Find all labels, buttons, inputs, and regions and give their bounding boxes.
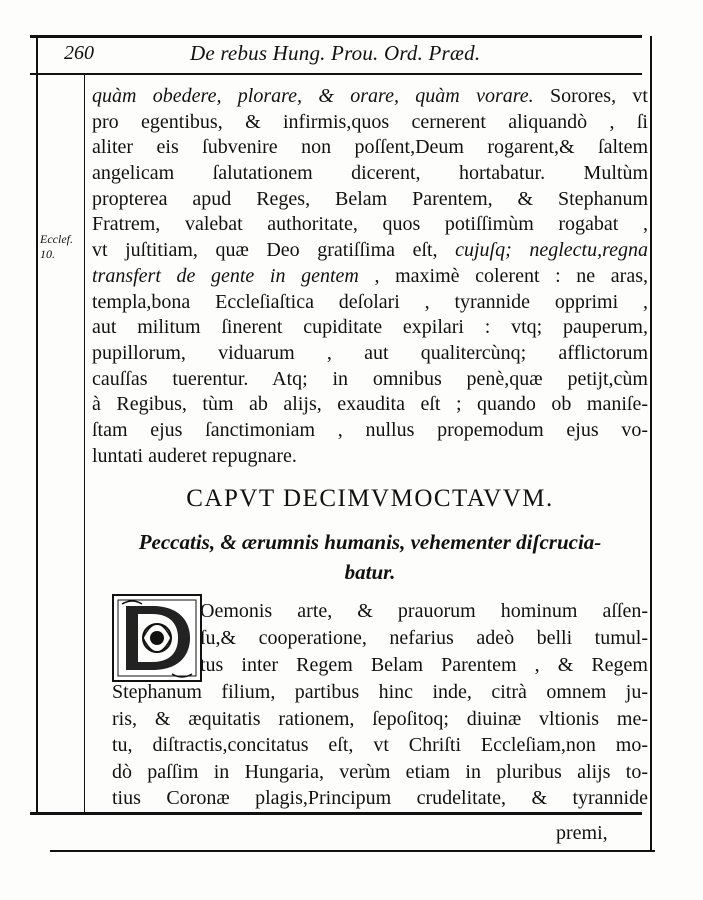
- text-line: Fratrem, valebat authoritate, quos potiſſimùm rogabat ,: [92, 213, 648, 236]
- top-rule: [30, 35, 642, 38]
- text-line: luntati auderet repugnare.: [92, 444, 297, 467]
- text-line: pro egentibus, & infirmis,quos cernerent aliquandò , ſi: [92, 110, 648, 133]
- text-line: ſtam ejus ſanctimoniam , nullus propemodum ejus vo-: [92, 418, 648, 441]
- text-line: tius Coronæ plagis,Principum crudelitate, & tyrannide: [112, 787, 648, 809]
- text-line: templa,bona Eccleſiaſtica deſolari , tyrannide opprimi ,: [92, 290, 648, 313]
- text-line: tus inter Regem Belam Parentem , & Regem: [200, 654, 648, 676]
- footer-rule: [50, 850, 655, 852]
- paragraph-1: [92, 84, 648, 469]
- text-line: angelicam ſalutationem dicerent, hortabatur. Multùm: [92, 162, 648, 185]
- paragraph-2-beside-initial: [200, 598, 648, 679]
- text-line: à Regibus, tùm ab alijs, exaudita eſt ; quando ob maniſe-: [92, 393, 648, 416]
- text-line: aut militum ſinerent cupiditate expilari : vtq; pauperum,: [92, 316, 648, 339]
- text-line: quàm obedere, plorare, & orare, quàm vorare. Sorores, vt: [92, 85, 648, 107]
- text-line: vt juſtitiam, quæ Deo gratiſſima eſt, cujuſq; neglectu,regna: [92, 239, 649, 262]
- margin-divider: [84, 74, 85, 814]
- left-border: [36, 36, 38, 814]
- text-line: dò paſſim in Hungaria, verùm etiam in pluribus alijs to-: [112, 760, 648, 783]
- text-line: tu, diſtractis,concitatus eſt, vt Chriſti Eccleſiam,non mo-: [112, 734, 648, 756]
- text-line: ſu,& cooperatione, nefarius adeò belli tumul-: [200, 627, 648, 649]
- catchword: premi,: [556, 822, 608, 844]
- text-line: Oemonis arte, & prauorum hominum aſſen-: [200, 600, 648, 622]
- chapter-subtitle-continuation: batur.: [344, 560, 396, 584]
- margin-note: [40, 232, 82, 262]
- margin-note-line: Ecclef.: [40, 232, 73, 246]
- bottom-rule: [30, 812, 642, 815]
- text-line: Stephanum filium, partibus hinc inde, citrà omnem ju-: [112, 681, 648, 703]
- text-line: pupillorum, viduarum , aut qualitercùnq; afflictorum: [92, 341, 648, 364]
- decorated-initial-d: [112, 594, 202, 682]
- header-rule: [30, 73, 642, 75]
- chapter-title: CAPVT DECIMVMOCTAVVM.: [186, 485, 554, 512]
- chapter-subtitle: Peccatis, & ærumnis humanis, vehementer diſcrucia-: [138, 530, 602, 554]
- margin-note-line: 10.: [40, 247, 55, 261]
- text-line: ris, & æquitatis rationem, ſepoſitoq; diuinæ vltionis me-: [112, 707, 648, 730]
- page-number: 260: [64, 42, 94, 64]
- right-border: [650, 36, 652, 850]
- text-line: propterea apud Reges, Belam Parentem, & Stephanum: [92, 187, 648, 210]
- paragraph-2: [112, 679, 648, 812]
- text-line: cauſſas tuerentur. Atq; in omnibus penè,quæ petijt,cùm: [92, 367, 648, 390]
- running-head: De rebus Hung. Prou. Ord. Præd.: [190, 41, 481, 65]
- text-line: aliter eis ſubvenire non poſſent,Deum rogarent,& ſaltem: [92, 136, 648, 159]
- text-line: transfert de gente in gentem , maximè colerent : ne aras,: [92, 264, 648, 287]
